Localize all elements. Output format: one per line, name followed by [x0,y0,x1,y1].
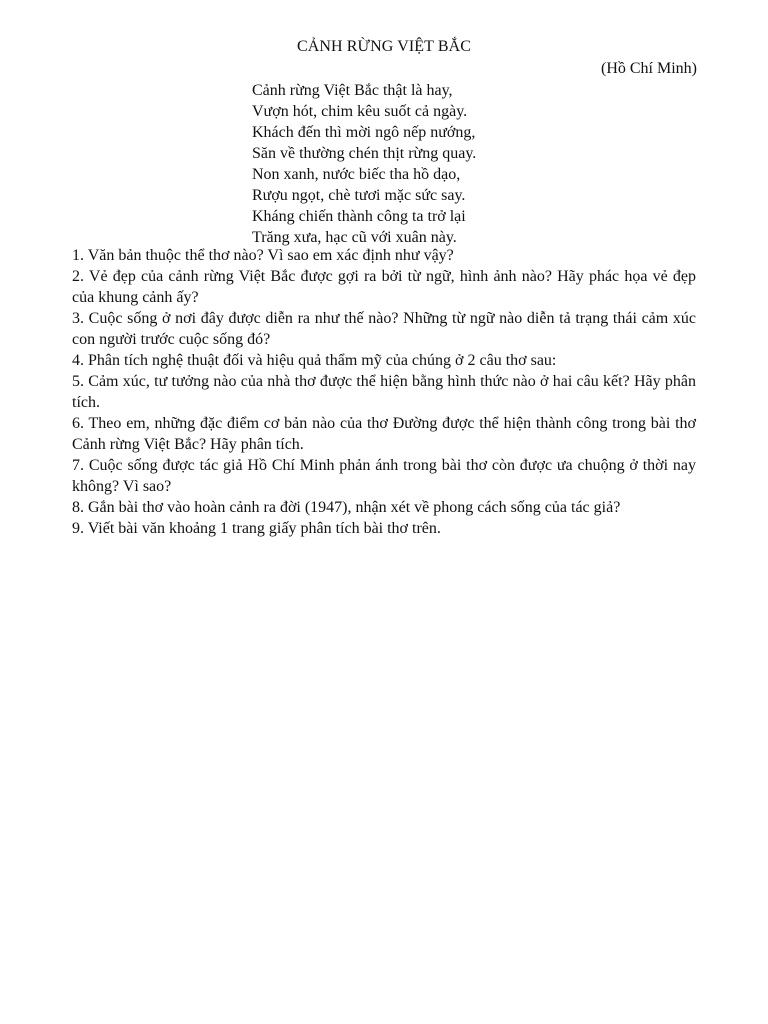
poem-line: Rượu ngọt, chè tươi mặc sức say. [252,187,466,204]
poem-line: Khách đến thì mời ngô nếp nướng, [252,124,476,141]
poem-title: CẢNH RỪNG VIỆT BẮC [296,38,472,55]
poem-body [252,80,652,248]
question-item: 6. Theo em, những đặc điểm cơ bản nào của thơ Đường được thể hiện thành công trong bài thơ Cảnh rừng Việt Bắc? Hãy phân tích. [72,415,696,453]
poem-line: Trăng xưa, hạc cũ với xuân này. [252,229,457,246]
poem-line: Vượn hót, chim kêu suốt cả ngày. [252,103,468,120]
question-item: 4. Phân tích nghệ thuật đối và hiệu quả thẩm mỹ của chúng ở 2 câu thơ sau: [72,352,557,369]
poem-line: Non xanh, nước biếc tha hồ dạo, [252,166,461,183]
poem-line: Săn về thường chén thịt rừng quay. [252,145,477,162]
question-item: 9. Viết bài văn khoảng 1 trang giấy phân tích bài thơ trên. [72,520,441,537]
poem-line: Kháng chiến thành công ta trở lại [252,208,466,225]
question-item: 1. Văn bản thuộc thể thơ nào? Vì sao em xác định như vậy? [72,247,454,264]
question-item: 8. Gắn bài thơ vào hoàn cảnh ra đời (1947), nhận xét về phong cách sống của tác giả? [72,499,621,516]
question-item: 2. Vẻ đẹp của cảnh rừng Việt Bắc được gợi ra bởi từ ngữ, hình ảnh nào? Hãy phác họa vẻ đẹp của khung cảnh ấy? [72,268,696,306]
question-item: 7. Cuộc sống được tác giả Hồ Chí Minh phản ánh trong bài thơ còn được ưa chuộng ở thời nay không? Vì sao? [72,457,696,495]
poem-line: Cảnh rừng Việt Bắc thật là hay, [252,82,453,99]
question-item: 3. Cuộc sống ở nơi đây được diễn ra như thế nào? Những từ ngữ nào diễn tả trạng thái cảm xúc con người trước cuộc sống đó? [72,310,696,348]
poem-author: (Hồ Chí Minh) [601,60,697,77]
question-item: 5. Cảm xúc, tư tưởng nào của nhà thơ được thể hiện bằng hình thức nào ở hai câu kết? Hãy phân tích. [72,373,696,411]
question-list [72,245,696,539]
